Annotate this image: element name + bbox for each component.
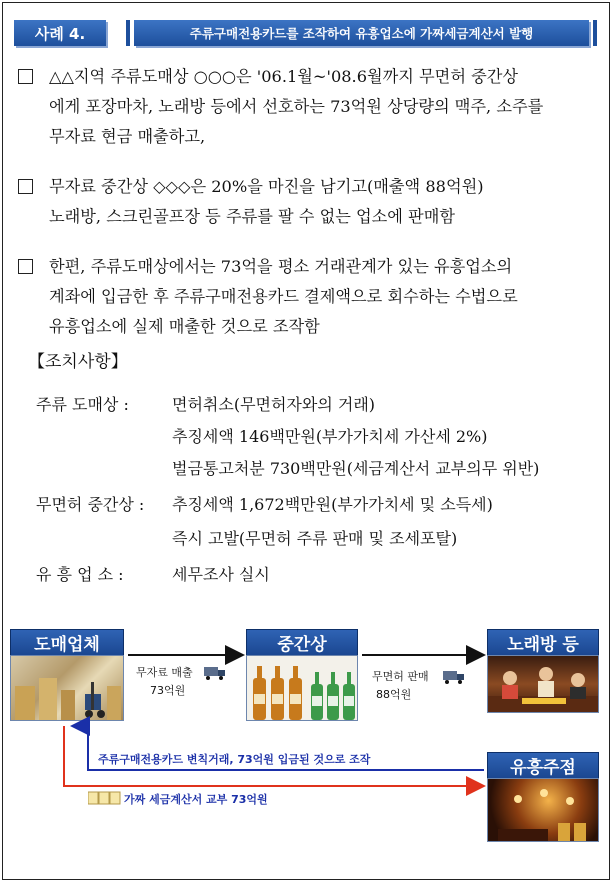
checkbox-square: [18, 69, 33, 84]
paragraph-line: 에게 포장마차, 노래방 등에서 선호하는 73억원 상당량의 맥주, 소주를: [49, 97, 544, 116]
fake-invoice-note: 가짜 세금계산서 교부 73억원: [124, 793, 268, 806]
truck-icon: [443, 670, 465, 684]
node-bar: 유흥주점: [487, 752, 599, 779]
node-karaoke: 노래방 등: [487, 629, 599, 656]
paragraph-line: △△지역 주류도매상 ○○○은 '06.1월~'08.6월까지 무면허 중간상: [49, 67, 519, 86]
arrow-amount-73: 73억원: [150, 684, 186, 697]
flow-arrows: [0, 600, 613, 883]
measure-item: 벌금통고처분 730백만원(세금계산서 교부의무 위반): [172, 459, 540, 478]
node-wholesaler: 도매업체: [10, 629, 124, 656]
truck-icon: [204, 666, 226, 680]
paragraph-line: 무자료 중간상 ◇◇◇은 20%을 마진을 남기고(매출액 88억원): [49, 177, 484, 196]
paragraph-1: [18, 62, 606, 152]
card-manipulation-note: 주류구매전용카드 변칙거래, 73억원 입금된 것으로 조작: [98, 753, 371, 766]
case-title-banner: 주류구매전용카드를 조작하여 유흥업소에 가짜세금계산서 발행: [134, 20, 589, 46]
measure-item: 즉시 고발(무면허 주류 판매 및 조세포탈): [172, 529, 458, 548]
checkbox-square: [18, 259, 33, 274]
measure-item: 추징세액 1,672백만원(부가가치세 및 소득세): [172, 495, 493, 514]
paragraph-2: [18, 172, 606, 232]
arrow-label-unrecorded-sales: 무자료 매출: [136, 666, 193, 679]
paragraph-line: 한편, 주류도매상에서는 73억을 평소 거래관계가 있는 유흥업소의: [49, 257, 513, 276]
paragraph-line: 유흥업소에 실제 매출한 것으로 조작함: [49, 317, 320, 336]
arrow-label-unlicensed-sales: 무면허 판매: [372, 670, 429, 683]
case-number-badge: 사례 4.: [14, 20, 106, 46]
paragraph-line: 무자료 현금 매출하고,: [49, 127, 206, 146]
middleman-label: 무면허 중간상 :: [36, 495, 145, 514]
measure-item: 세무조사 실시: [172, 565, 270, 584]
invoice-stack-icon: [88, 789, 122, 805]
wholesaler-label: 주류 도매상 :: [36, 395, 129, 414]
paragraph-3: [18, 252, 606, 342]
arrow-amount-88: 88억원: [376, 688, 412, 701]
venue-label: 유 흥 업 소 :: [36, 565, 124, 584]
paragraph-line: 노래방, 스크린골프장 등 주류를 팔 수 없는 업소에 판매함: [49, 207, 455, 226]
measure-item: 추징세액 146백만원(부가가치세 가산세 2%): [172, 427, 488, 446]
measure-item: 면허취소(무면허자와의 거래): [172, 395, 376, 414]
measures-title: 【조치사항】: [28, 352, 128, 372]
paragraph-line: 계좌에 입금한 후 주류구매전용카드 결제액으로 회수하는 수법으로: [49, 287, 518, 306]
checkbox-square: [18, 179, 33, 194]
node-middleman: 중간상: [246, 629, 358, 656]
